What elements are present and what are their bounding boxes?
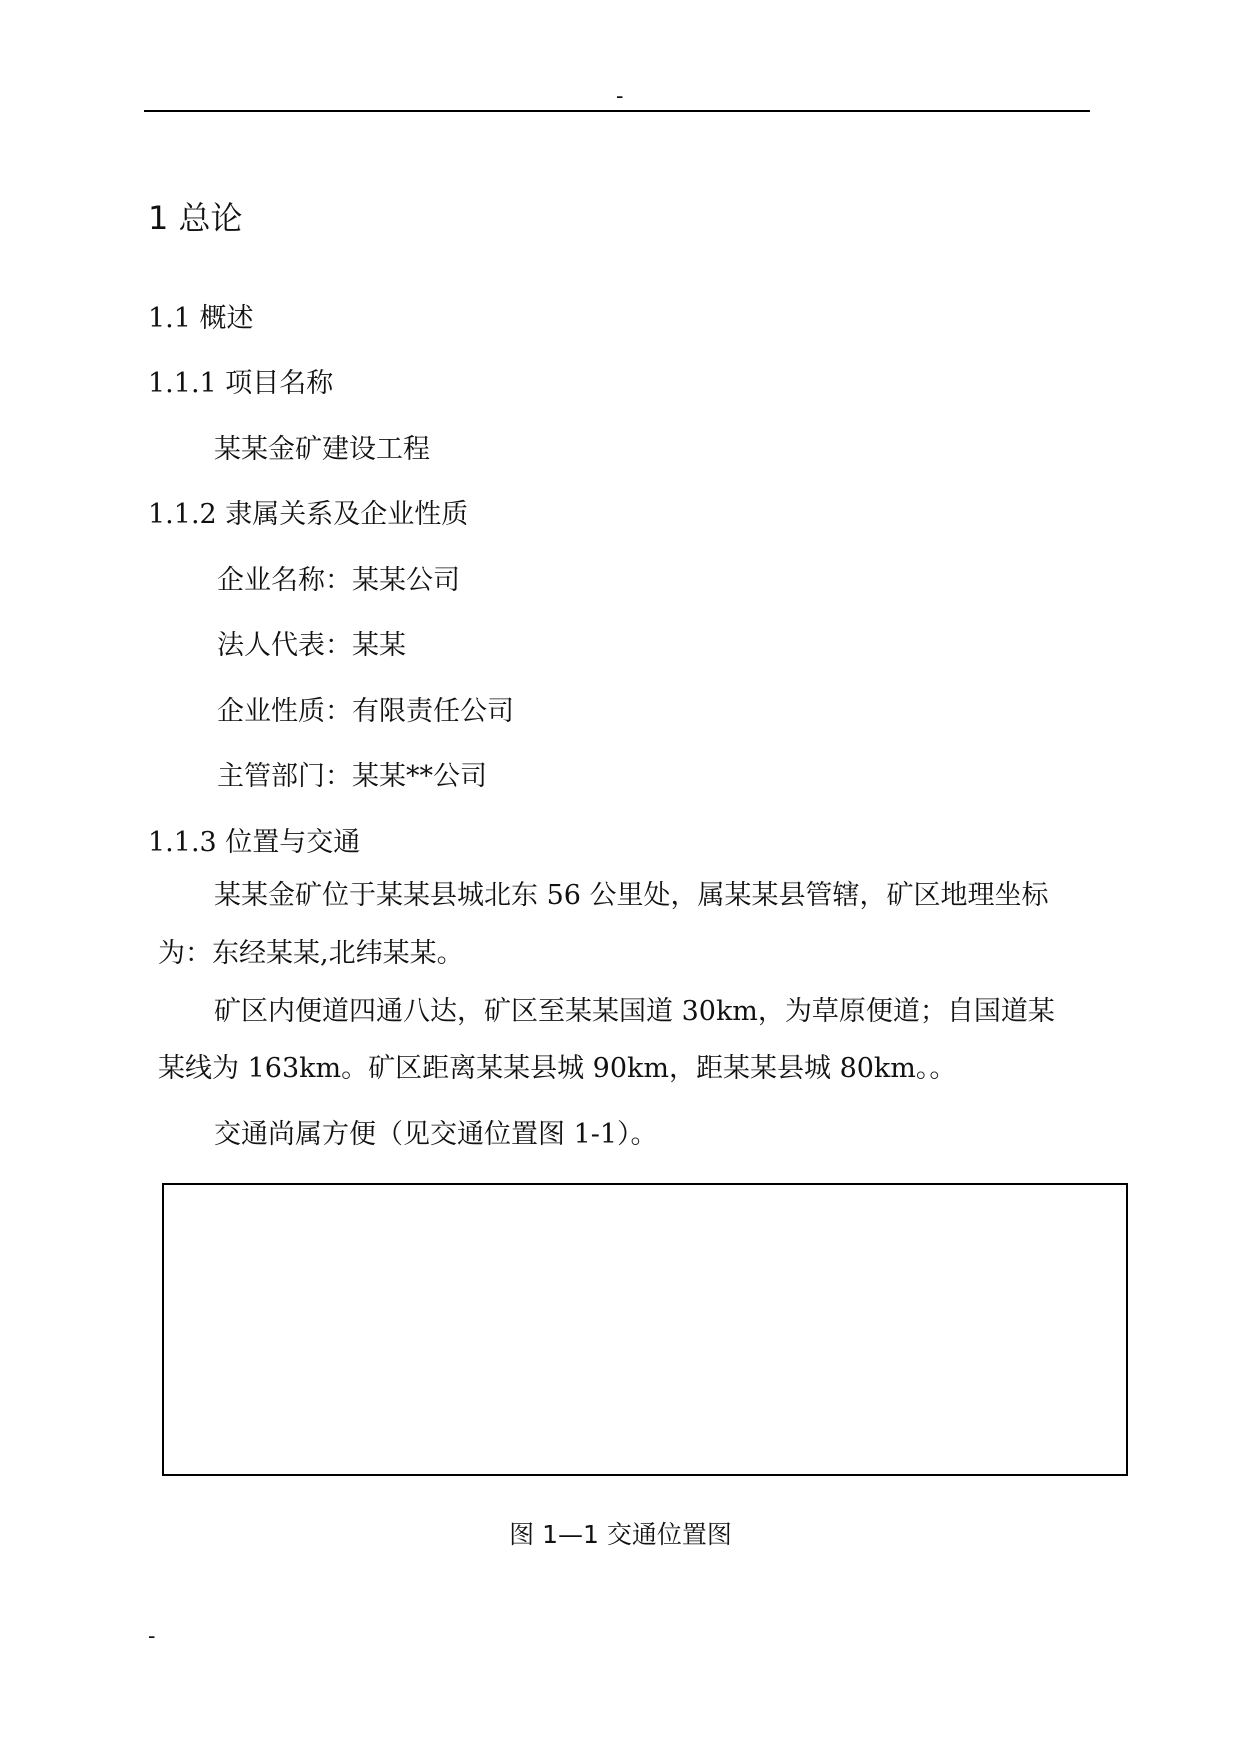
traffic-paragraph-line1: 矿区内便道四通八达，矿区至某某国道 30km，为草原便道；自国道某 — [214, 996, 1055, 1027]
traffic-paragraph-line2: 某线为 163km。矿区距离某某县城 90km，距某某县城 80km。。 — [158, 1053, 957, 1084]
section-1-1-3-title: 1.1.3 位置与交通 — [148, 827, 361, 858]
location-paragraph-line1: 某某金矿位于某某县城北东 56 公里处，属某某县管辖，矿区地理坐标 — [214, 880, 1049, 911]
section-1-1-1-title: 1.1.1 项目名称 — [148, 368, 334, 399]
footer-mark: - — [148, 1624, 156, 1649]
header-mark: - — [616, 84, 624, 109]
section-1-1-2-title: 1.1.2 隶属关系及企业性质 — [148, 499, 469, 530]
location-paragraph-line2: 为：东经某某,北纬某某。 — [158, 938, 464, 969]
chapter-title: 1 总论 — [148, 199, 243, 237]
header-rule — [144, 110, 1090, 112]
project-name: 某某金矿建设工程 — [214, 434, 430, 465]
supervising-department: 主管部门：某某**公司 — [217, 761, 487, 792]
traffic-summary: 交通尚属方便（见交通位置图 1-1）。 — [214, 1119, 658, 1150]
figure-caption: 图 1—1 交通位置图 — [509, 1520, 732, 1549]
traffic-location-figure — [162, 1183, 1128, 1476]
company-name: 企业名称：某某公司 — [217, 565, 460, 596]
section-1-1-title: 1.1 概述 — [148, 303, 254, 334]
legal-representative: 法人代表：某某 — [217, 630, 406, 661]
company-nature: 企业性质：有限责任公司 — [217, 696, 514, 727]
